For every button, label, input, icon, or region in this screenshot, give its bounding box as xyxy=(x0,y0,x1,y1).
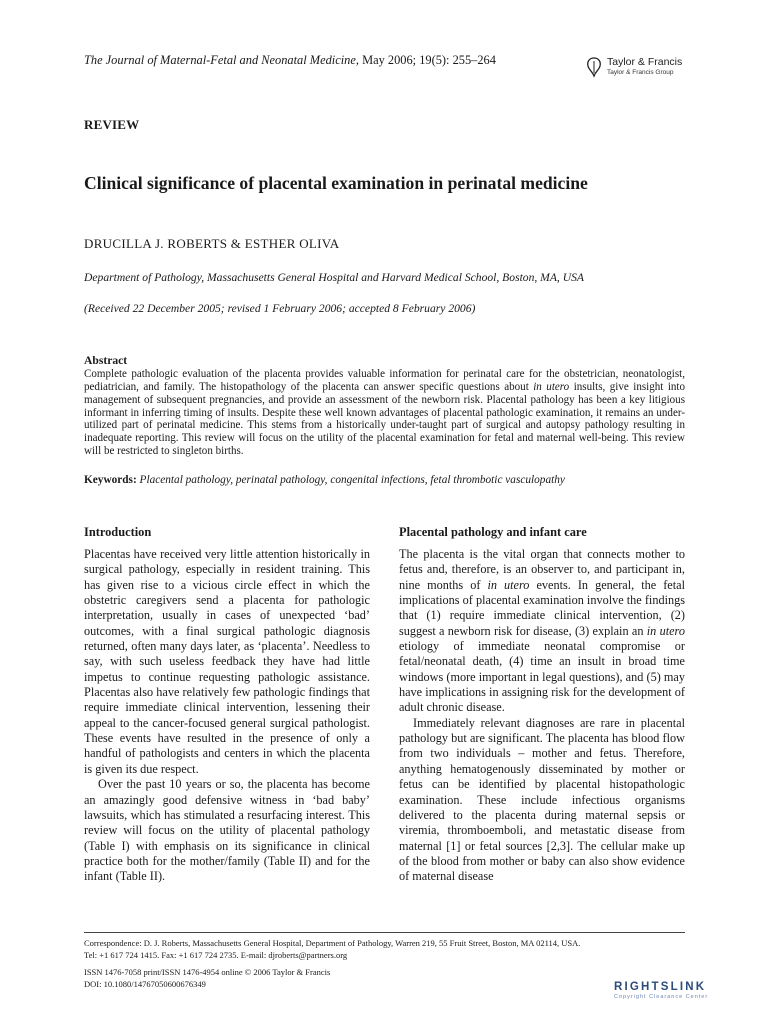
journal-name: The Journal of Maternal-Fetal and Neonatal Medicine, xyxy=(84,53,359,67)
placental-paragraph-1-part-b: events. In general, the fetal implications of placental examination involve the findings that (1) require immediate clinical intervention, (2) suggest a newborn risk for disease, (3) explain an xyxy=(399,577,685,638)
footer xyxy=(84,938,694,990)
correspondence: Correspondence: D. J. Roberts, Massachusetts General Hospital, Department of Pathology, Warren 219, 55 Fruit Street, Boston, MA 02114, USA. xyxy=(84,938,581,948)
abstract-text xyxy=(84,368,685,458)
keywords xyxy=(84,473,685,487)
journal-citation xyxy=(84,52,564,68)
contact-info: Tel: +1 617 724 1415. Fax: +1 617 724 2735. E-mail: djroberts@partners.org xyxy=(84,949,348,960)
abstract-heading: Abstract xyxy=(84,354,128,367)
introduction-paragraph-1: Placentas have received very little attention historically in surgical pathology, especially in resident training. This has given rise to a vicious circle effect in which the obstetric caregivers send a placenta for pathologic interpretation, usually in cases of unexpected ‘bad’ outcomes, with a final surgical pathologic diagnosis returned, often many days later, as ‘placenta’. Needless to say, with such useless feedback they have had little impetus to continue requesting pathologic assistance. Placentas also have relatively few pathologic findings that require immediate clinical intervention, lessening their appeal to the cancer-focused general surgical pathologist. These events have resulted in the presence of only a handful of pathologists and centers in which the placenta is given its due respect. xyxy=(84,547,370,776)
rightslink-logo xyxy=(614,981,764,1007)
left-column xyxy=(84,524,370,885)
placental-pathology-heading: Placental pathology and infant care xyxy=(399,525,587,539)
publisher-name: Taylor & Francis xyxy=(607,56,683,68)
issn: ISSN 1476-7058 print/ISSN 1476-4954 online © 2006 Taylor & Francis xyxy=(84,967,331,977)
placental-paragraph-1-part-c: etiology of immediate neonatal compromise or fetal/neonatal death, (4) time an insult in broad time windows (more important in legal questions), and (5) may have implications in assigning risk for the development of adult chronic disease. xyxy=(399,639,685,715)
abstract-text-italic: in utero xyxy=(533,380,570,393)
abstract-text-part-1: Complete pathologic evaluation of the placenta provides valuable information for perinatal care for the obstetrician, neonatologist, pediatrician, and family. The histopathology of the placenta can answer specific questions about xyxy=(84,368,685,393)
placental-paragraph-2: Immediately relevant diagnoses are rare in placental pathology but are significant. The placenta has blood flow from two individuals – mother and fetus. Therefore, anything hematogenously disseminated by mother or fetus can be identified by placental histopathologic examination. These include infectious organisms delivered to the placenta during maternal sepsis or viremia, thromboemboli, and metastatic disease from maternal [1] or fetal sources [2,3]. The cellular make up of the blood from mother or baby can also show evidence of maternal disease xyxy=(399,715,685,884)
doi: DOI: 10.1080/14767050600676349 xyxy=(84,978,206,989)
placental-paragraph-1 xyxy=(399,547,685,716)
journal-issue: May 2006; 19(5): 255–264 xyxy=(358,53,496,67)
right-column xyxy=(399,524,685,885)
placental-paragraph-1-part-a: The placenta is the vital organ that connects mother to fetus and, therefore, is an observer to, and participant in, nine months of xyxy=(399,547,685,592)
footer-divider xyxy=(84,932,685,933)
publisher-logo xyxy=(585,56,695,84)
affiliation: Department of Pathology, Massachusetts General Hospital and Harvard Medical School, Boston, MA, USA xyxy=(84,271,584,284)
keywords-label: Keywords: xyxy=(84,474,137,486)
introduction-heading: Introduction xyxy=(84,525,152,539)
placental-paragraph-1-italic-2: in utero xyxy=(646,623,685,638)
introduction-paragraph-2: Over the past 10 years or so, the placenta has become an amazingly good defensive witness in ‘bad baby’ lawsuits, which has stimulated a resurfacing interest. This review will focus on the utility of placental pathology (Table I) with emphasis on its significance in clinical practice both for the mother/family (Table II) and for the infant (Table II). xyxy=(84,777,370,884)
article-title: Clinical significance of placental examination in perinatal medicine xyxy=(84,173,588,193)
rightslink-text: RIGHTSLINK xyxy=(614,981,707,993)
keywords-list: Placental pathology, perinatal pathology, congenital infections, fetal thrombotic vasculopathy xyxy=(139,474,565,486)
abstract-text-part-2: insults, give insight into management of subsequent pregnancies, and provide an assessment of the newborn risk. Placental pathology has been a key litigious informant in inferring timing of insults. Despite these well known advantages of placental pathologic examination, it remains an under-utilized part of perinatal medicine. This stems from a historically under-taught part of surgical and autopsy pathology resulting in inadequate reporting. This review will focus on the utility of the placental examination for fetal and maternal well-being. This review will be restricted to singleton births. xyxy=(84,380,685,458)
rightslink-subtext: Copyright Clearance Center xyxy=(614,994,709,1000)
authors: DRUCILLA J. ROBERTS & ESTHER OLIVA xyxy=(84,236,340,251)
publisher-logo-icon xyxy=(585,56,603,78)
section-label: REVIEW xyxy=(84,117,140,132)
placental-paragraph-1-italic-1: in utero xyxy=(487,577,530,592)
received-dates: (Received 22 December 2005; revised 1 February 2006; accepted 8 February 2006) xyxy=(84,302,476,315)
publisher-group: Taylor & Francis Group xyxy=(607,69,674,76)
